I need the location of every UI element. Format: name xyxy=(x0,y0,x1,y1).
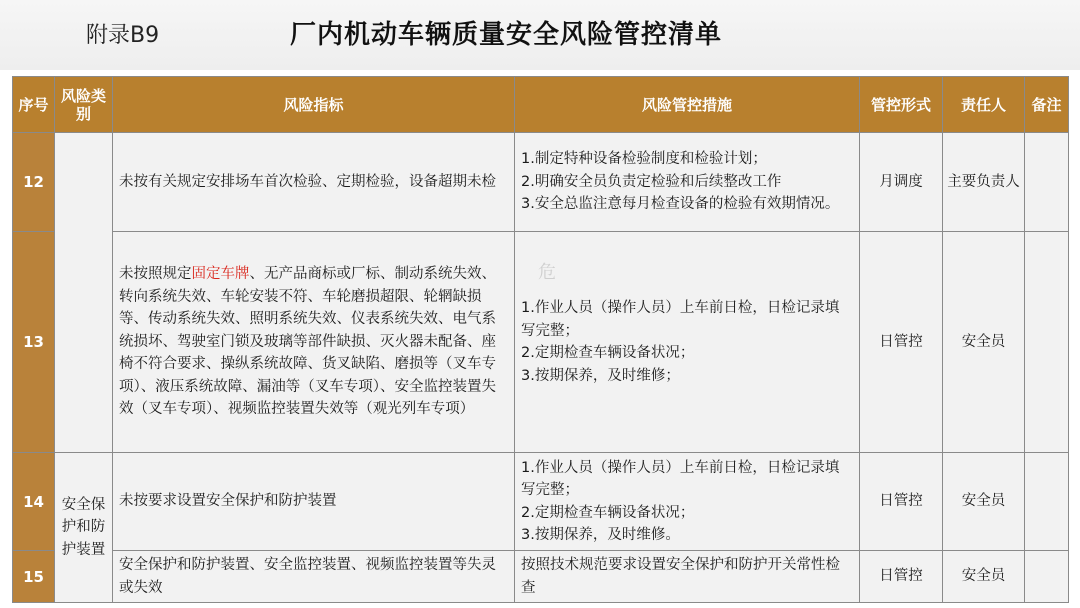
table-row xyxy=(13,551,1069,603)
header-responsible: 责任人 xyxy=(943,77,1025,133)
control-measures xyxy=(515,232,860,453)
risk-indicator: 未按要求设置安全保护和防护装置 xyxy=(113,453,515,551)
responsible-person: 安全员 xyxy=(943,453,1025,551)
header-category: 风险类别 xyxy=(55,77,113,133)
control-measures xyxy=(515,453,860,551)
header-bar xyxy=(0,0,1080,70)
indicator-highlight: 固定车牌 xyxy=(191,266,250,283)
control-form: 日管控 xyxy=(860,551,943,603)
measure-line: 2.定期检查车辆设备状况； xyxy=(521,345,695,361)
control-form: 月调度 xyxy=(860,133,943,232)
risk-indicator: 安全保护和防护装置、安全监控装置、视频监控装置等失灵或失效 xyxy=(113,551,515,603)
appendix-label: 附录B9 xyxy=(86,23,160,48)
risk-control-table xyxy=(12,76,1069,603)
header-remarks: 备注 xyxy=(1025,77,1069,133)
measure-line: 3.按期保养，及时维修； xyxy=(521,367,680,384)
responsible-person: 安全员 xyxy=(943,232,1025,453)
remarks-cell xyxy=(1025,453,1069,551)
table-header-row xyxy=(13,77,1069,133)
risk-indicator: 未按有关规定安排场车首次检验、定期检验，设备超期未检 xyxy=(113,133,515,232)
remarks-cell xyxy=(1025,551,1069,603)
control-form: 日管控 xyxy=(860,453,943,551)
header-measures: 风险管控措施 xyxy=(515,77,860,133)
row-index: 15 xyxy=(13,551,55,603)
header-indicator: 风险指标 xyxy=(113,77,515,133)
indicator-text: 、无产品商标或厂标、制动系统失效、转向系统失效、车轮安装不符、车轮磨损超限、轮辋缺损等、传动系统失效、照明系统失效、仪表系统失效、电气系统损坏、驾驶室门锁及玻璃等部件缺损、灭火器未配备、座椅不符合要求、操纵系统故障、货叉缺陷、磨损等（叉车专项）、液压系统故障、漏油等（叉车专项）、安全监控装置失效（叉车专项）、视频监控装置失效等（观光列车专项） xyxy=(119,266,496,418)
risk-category: 安全保护和防护装置 xyxy=(55,453,113,603)
measure-line: 1.制定特种设备检验制度和检验计划； xyxy=(521,151,767,168)
header-control-form: 管控形式 xyxy=(860,77,943,133)
category-cell-empty xyxy=(55,133,113,453)
measure-line: 2.定期检查车辆设备状况； xyxy=(521,504,695,521)
table-row xyxy=(13,133,1069,232)
risk-table-wrapper xyxy=(12,76,1068,608)
responsible-person: 安全员 xyxy=(943,551,1025,603)
header-index: 序号 xyxy=(13,77,55,133)
row-index: 14 xyxy=(13,453,55,551)
remarks-cell xyxy=(1025,133,1069,232)
row-index: 13 xyxy=(13,232,55,453)
measure-line: 1.作业人员（操作人员）上车前日检，日检记录填写完整； xyxy=(521,300,840,339)
remarks-cell xyxy=(1025,232,1069,453)
row-index: 12 xyxy=(13,133,55,232)
responsible-person: 主要负责人 xyxy=(943,133,1025,232)
risk-indicator xyxy=(113,232,515,453)
measure-line: 1.作业人员（操作人员）上车前日检，日检记录填写完整； xyxy=(521,459,840,498)
control-measures xyxy=(515,133,860,232)
table-row xyxy=(13,453,1069,551)
measure-line: 2.明确安全员负责定检验和后续整改工作 xyxy=(521,173,782,190)
measure-line: 3.安全总监注意每月检查设备的检验有效期情况。 xyxy=(521,196,840,213)
control-measures xyxy=(515,551,860,603)
measure-line: 3.按期保养，及时维修。 xyxy=(521,527,680,543)
page-title: 厂内机动车辆质量安全风险管控清单 xyxy=(290,20,723,50)
watermark-text: 危 xyxy=(538,262,556,283)
indicator-text: 未按照规定 xyxy=(119,266,192,283)
control-form: 日管控 xyxy=(860,232,943,453)
measure-line: 按照技术规范要求设置安全保护和防护开关常性检查 xyxy=(521,557,840,596)
